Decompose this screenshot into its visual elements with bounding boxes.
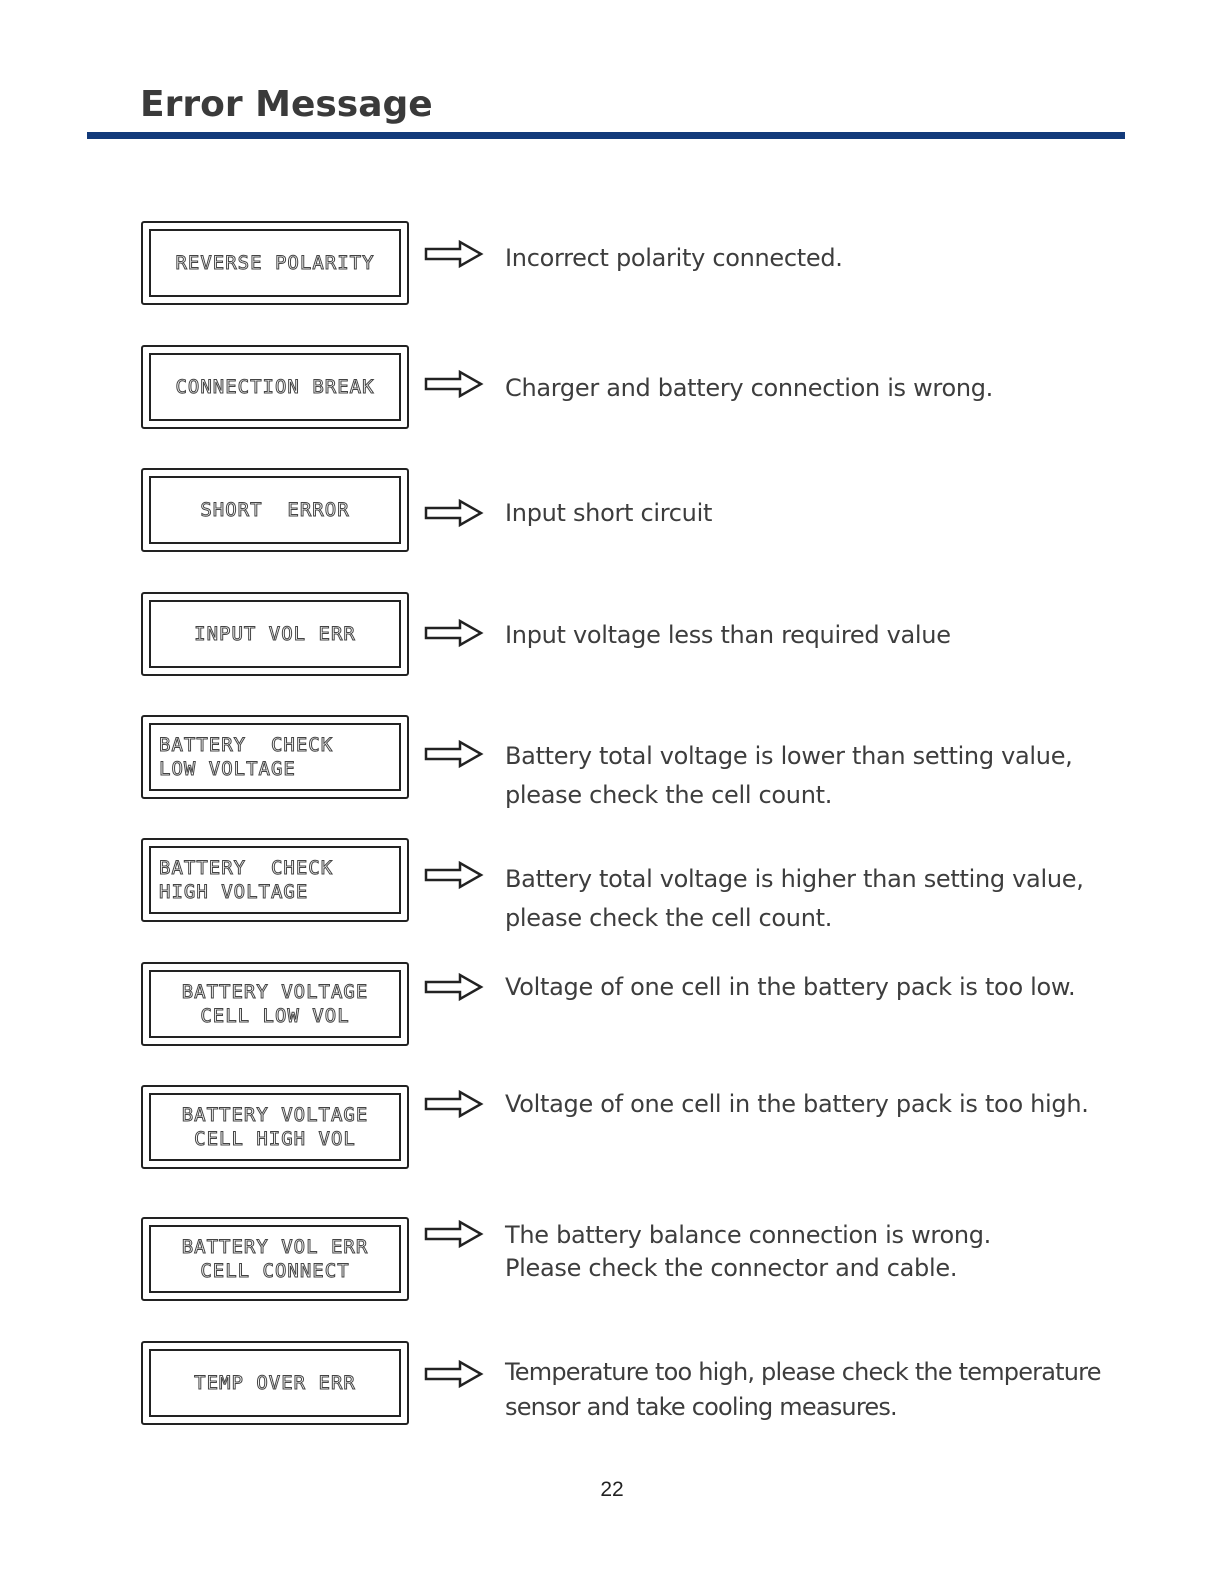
error-description: The battery balance connection is wrong. Please check the connector and cable. bbox=[505, 1221, 992, 1282]
lcd-display bbox=[141, 221, 409, 305]
arrow-right-icon bbox=[424, 1089, 484, 1119]
lcd-line: BATTERY CHECK bbox=[159, 857, 334, 879]
lcd-line: TEMP OVER ERR bbox=[194, 1372, 356, 1394]
lcd-line: INPUT VOL ERR bbox=[194, 623, 356, 645]
error-row-input-vol-err bbox=[0, 592, 1224, 682]
error-row-temp-over-err bbox=[0, 1341, 1224, 1431]
title-rule bbox=[87, 132, 1125, 139]
lcd-display bbox=[141, 962, 409, 1046]
lcd-line: BATTERY VOL ERR bbox=[181, 1236, 369, 1258]
lcd-display bbox=[141, 1085, 409, 1169]
page-number: 22 bbox=[600, 1478, 624, 1501]
lcd-line: CELL HIGH VOL bbox=[194, 1128, 356, 1150]
page-title: Error Message bbox=[140, 84, 433, 125]
error-row-cell-high-vol bbox=[0, 1085, 1224, 1175]
arrow-right-icon bbox=[424, 618, 484, 648]
error-row-cell-connect bbox=[0, 1217, 1224, 1307]
lcd-display bbox=[141, 592, 409, 676]
error-description: Charger and battery connection is wrong. bbox=[505, 374, 994, 402]
error-row-battery-check-high-voltage bbox=[0, 838, 1224, 932]
arrow-right-icon bbox=[424, 369, 484, 399]
arrow-right-icon bbox=[424, 1219, 484, 1249]
lcd-line: CELL CONNECT bbox=[200, 1260, 350, 1282]
error-description: Voltage of one cell in the battery pack is too high. bbox=[505, 1090, 1089, 1118]
lcd-line: BATTERY VOLTAGE bbox=[181, 1104, 369, 1126]
lcd-display bbox=[141, 468, 409, 552]
arrow-right-icon bbox=[424, 239, 484, 269]
error-row-battery-check-low-voltage bbox=[0, 715, 1224, 809]
lcd-display bbox=[141, 1341, 409, 1425]
error-row-connection-break bbox=[0, 345, 1224, 435]
arrow-right-icon bbox=[424, 498, 484, 528]
arrow-right-icon bbox=[424, 739, 484, 769]
arrow-right-icon bbox=[424, 972, 484, 1002]
lcd-display bbox=[141, 345, 409, 429]
error-description: Battery total voltage is higher than setting value, please check the cell count. bbox=[505, 865, 1084, 932]
error-description: Temperature too high, please check the temperature sensor and take cooling measures. bbox=[505, 1358, 1101, 1421]
error-description: Incorrect polarity connected. bbox=[505, 244, 843, 272]
lcd-display bbox=[141, 838, 409, 922]
lcd-line: CELL LOW VOL bbox=[200, 1005, 350, 1027]
error-row-reverse-polarity bbox=[0, 221, 1224, 311]
lcd-line: BATTERY VOLTAGE bbox=[181, 981, 369, 1003]
lcd-display bbox=[141, 1217, 409, 1301]
lcd-line: BATTERY CHECK bbox=[159, 734, 334, 756]
lcd-line: SHORT ERROR bbox=[200, 499, 350, 521]
lcd-line: HIGH VOLTAGE bbox=[159, 881, 309, 903]
error-row-short-error bbox=[0, 468, 1224, 558]
error-row-cell-low-vol bbox=[0, 962, 1224, 1052]
arrow-right-icon bbox=[424, 1359, 484, 1389]
arrow-right-icon bbox=[424, 860, 484, 890]
lcd-line: LOW VOLTAGE bbox=[159, 758, 296, 780]
lcd-line: CONNECTION BREAK bbox=[175, 376, 375, 398]
lcd-display bbox=[141, 715, 409, 799]
error-description: Battery total voltage is lower than setting value, please check the cell count. bbox=[505, 742, 1073, 809]
error-description: Input short circuit bbox=[505, 499, 713, 527]
error-description: Input voltage less than required value bbox=[505, 621, 951, 649]
lcd-line: REVERSE POLARITY bbox=[175, 252, 375, 274]
error-description: Voltage of one cell in the battery pack is too low. bbox=[505, 973, 1076, 1001]
